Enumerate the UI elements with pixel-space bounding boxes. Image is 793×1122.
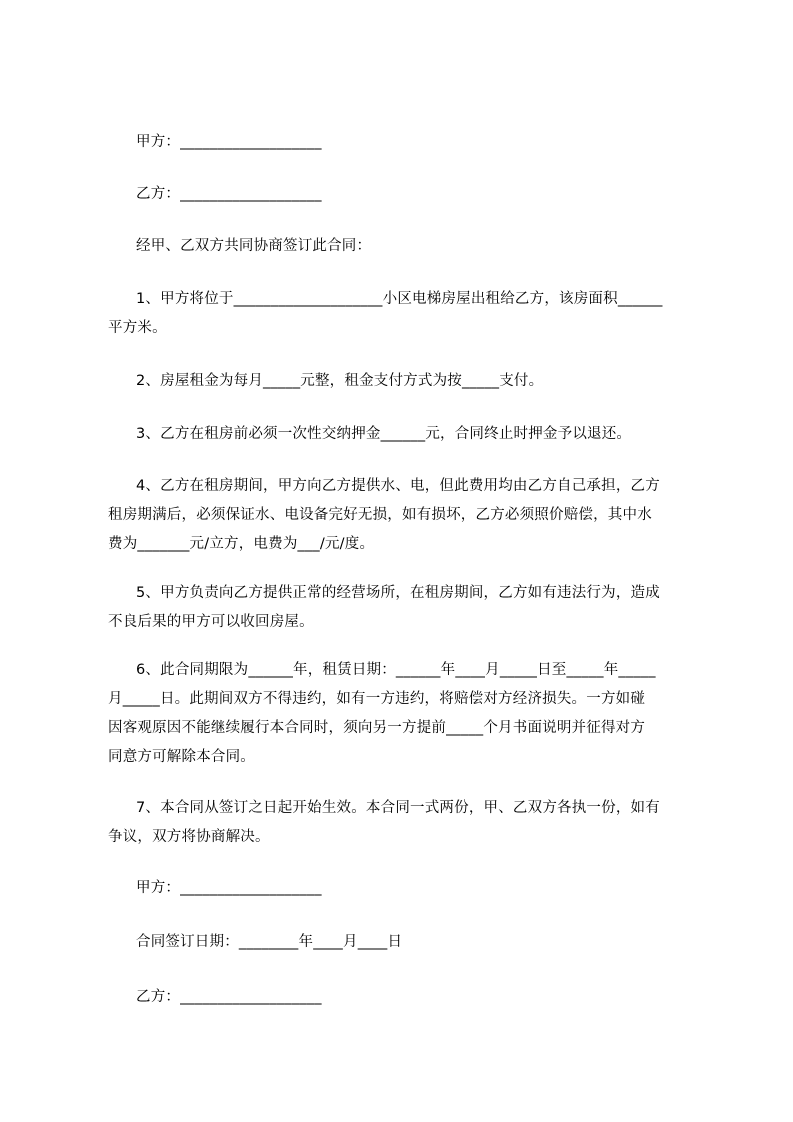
clause-4-line-3: 费为_______元/立方，电费为___/元/度。 — [108, 536, 375, 552]
clause-7-line-2: 争议，双方将协商解决。 — [108, 829, 270, 845]
clause-3: 3、乙方在租房前必须一次性交纳押金______元，合同终止时押金予以退还。 — [136, 426, 632, 442]
clause-6-line-3: 因客观原因不能继续履行本合同时，须向另一方提前_____个月书面说明并征得对方 — [108, 720, 646, 736]
header-party-a: 甲方：___________________ — [136, 134, 322, 150]
clause-5-line-2: 不良后果的甲方可以收回房屋。 — [108, 614, 314, 630]
clause-2: 2、房屋租金为每月_____元整，租金支付方式为按_____支付。 — [136, 373, 544, 389]
footer-party-b: 乙方：___________________ — [136, 989, 322, 1005]
footer-sign-date: 合同签订日期：________年____月____日 — [136, 934, 403, 950]
clause-6-line-2: 月_____日。此期间双方不得违约，如有一方违约，将赔偿对方经济损失。一方如碰 — [108, 691, 646, 707]
clause-4-line-2: 租房期满后，必须保证水、电设备完好无损，如有损坏，乙方必须照价赔偿，其中水 — [108, 507, 652, 523]
header-party-b: 乙方：___________________ — [136, 186, 322, 202]
clause-4-line-1: 4、乙方在租房期间，甲方向乙方提供水、电，但此费用均由乙方自己承担，乙方 — [136, 478, 660, 494]
footer-party-a: 甲方：___________________ — [136, 880, 322, 896]
clause-1-line-1: 1、甲方将位于____________________小区电梯房屋出租给乙方，该房面积______ — [136, 291, 663, 307]
intro-text: 经甲、乙双方共同协商签订此合同： — [136, 238, 372, 254]
clause-7-line-1: 7、本合同从签订之日起开始生效。本合同一式两份，甲、乙双方各执一份，如有 — [136, 800, 660, 816]
clause-5-line-1: 5、甲方负责向乙方提供正常的经营场所，在租房期间，乙方如有违法行为，造成 — [136, 585, 660, 601]
clause-6-line-4: 同意方可解除本合同。 — [108, 749, 255, 765]
clause-1-line-2: 平方米。 — [108, 320, 167, 336]
clause-6-line-1: 6、此合同期限为______年，租赁日期：______年____月_____日至_____年_____ — [136, 662, 656, 678]
